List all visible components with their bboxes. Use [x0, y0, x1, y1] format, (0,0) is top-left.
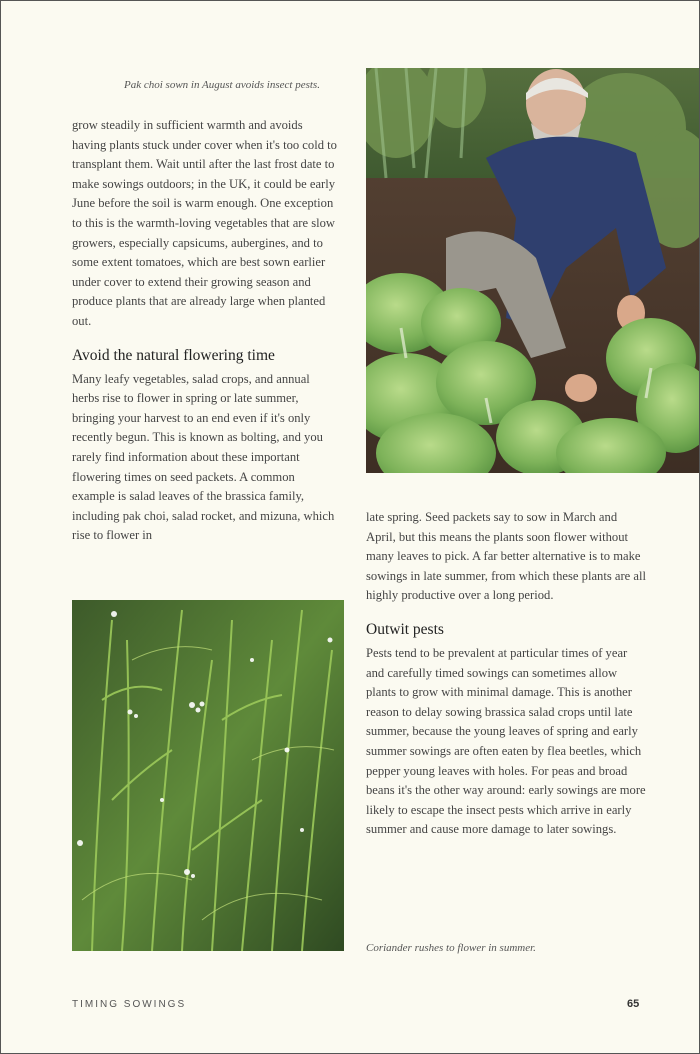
heading-pests: Outwit pests [366, 620, 444, 638]
running-footer-section: TIMING SOWINGS [72, 999, 187, 1010]
caption-coriander: Coriander rushes to flower in summer. [366, 942, 536, 954]
heading-flowering: Avoid the natural flowering time [72, 346, 275, 364]
photo-pak-choi-gardener [366, 68, 699, 473]
coriander-illustration [72, 600, 344, 951]
right-column [366, 508, 648, 840]
left-column [72, 116, 340, 546]
photo-coriander [72, 600, 344, 951]
page-number: 65 [627, 998, 640, 1010]
continuation-paragraph: late spring. Seed packets say to sow in March and April, but this means the plants soon flower without many leaves to pick. A far better alternative is to make sowings in late summer, from which these plants are all highly productive over a long period. [366, 510, 646, 603]
pests-paragraph: Pests tend to be prevalent at particular times of year and carefully timed sowings can sometimes allow plants to grow with minimal damage. This is another reason to delay sowing brassica salad crops until late summer, because the young leaves of spring and early summer sowings are often eaten by flea beetles, which pepper young leaves with holes. For peas and broad beans it's the other way around: early sowings are more likely to escape the insect pests which arrive in early summer and cause more damage to later sowings. [366, 645, 646, 837]
flowering-paragraph: Many leafy vegetables, salad crops, and annual herbs rise to flower in spring or late summer, bringing your harvest to an end even if it's only recently begun. This is known as bolting, and you rarely find information about these important flowering times on seed packets. A common example is salad leaves of the brassica family, including pak choi, salad rocket, and mizuna, which rise to flower in [72, 371, 335, 543]
pak-choi-illustration [366, 68, 699, 473]
intro-paragraph: grow steadily in sufficient warmth and avoids having plants stuck under cover when it's too cold to transplant them. Wait until after the last frost date to make sowings outdoors; in the UK, it could be early June before the soil is warm enough. One exception to this is the warmth-loving vegetables that are slow growers, especially capsicums, aubergines, and to some extent tomatoes, which are best sown earlier under cover to extend their growing season and produce plants that are already large when planted out. [72, 118, 337, 328]
caption-pak-choi: Pak choi sown in August avoids insect pests. [124, 79, 320, 91]
